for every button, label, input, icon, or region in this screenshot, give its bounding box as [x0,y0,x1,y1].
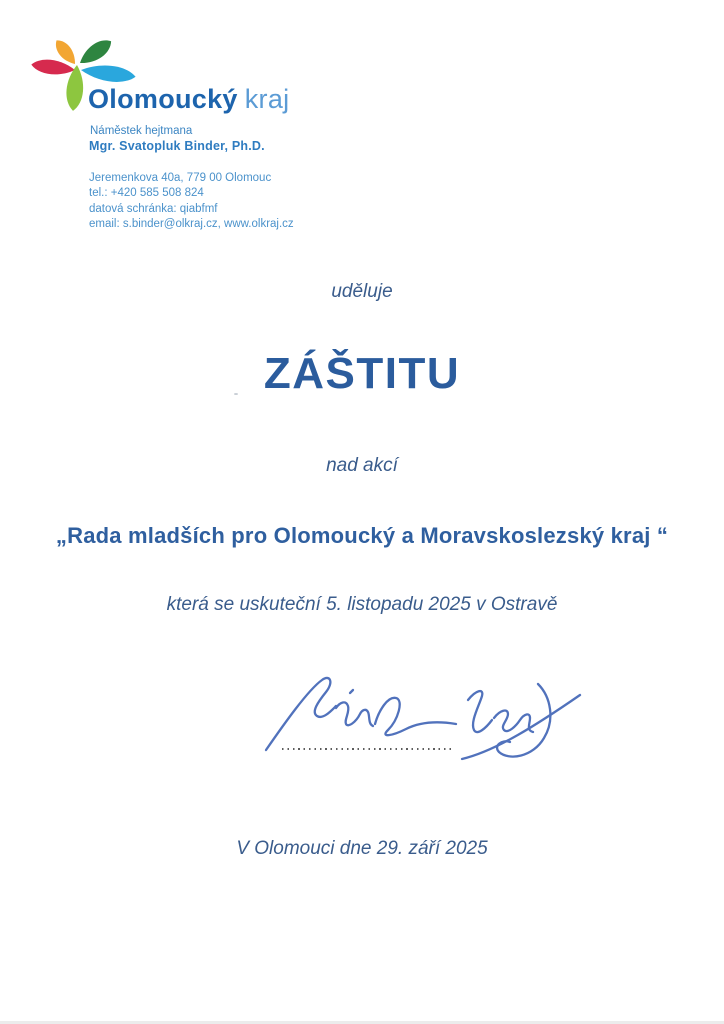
petal-cyan [80,62,137,84]
org-name [88,84,289,115]
handwritten-signature [256,666,588,774]
signature-dotted-line [282,748,454,750]
over-event-line: nad akcí [326,455,398,476]
grants-line: uděluje [331,281,393,302]
event-name: „Rada mladších pro Olomoucký a Moravskoslezský kraj “ [55,523,669,548]
org-name-light: kraj [244,84,290,114]
official-name: Mgr. Svatopluk Binder, Ph.D. [89,139,265,153]
signature-strokes [266,678,580,759]
place-date-line: V Olomouci dne 29. září 2025 [236,838,488,859]
event-date-line: která se uskuteční 5. listopadu 2025 v Ostravě [166,594,558,615]
letterhead-address [89,171,294,232]
address-line-email: email: s.binder@olkraj.cz, www.olkraj.cz [89,217,294,230]
patronage-title: ZÁŠTITU [263,349,461,398]
address-line-phone: tel.: +420 585 508 824 [89,187,204,200]
address-line-street: Jeremenkova 40a, 779 00 Olomouc [89,172,272,184]
official-title: Náměstek hejtmana [90,125,193,137]
address-line-databox: datová schránka: qiabfmf [89,202,218,215]
petal-dark-green [76,35,116,69]
org-name-bold: Olomoucký [88,84,238,114]
